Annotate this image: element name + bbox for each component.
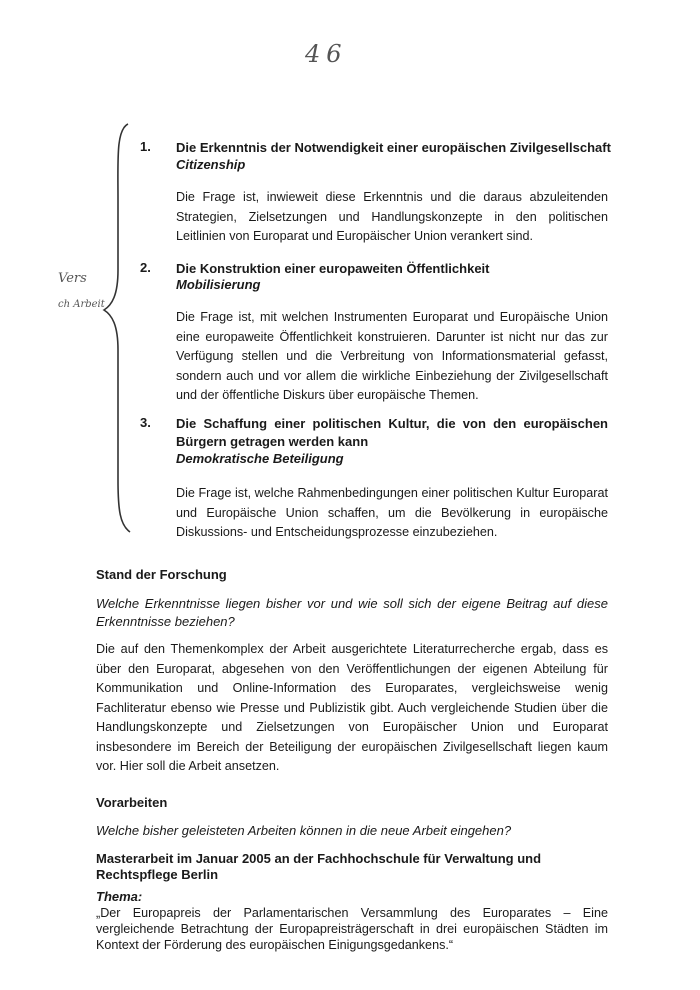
research-body: Die auf den Themenkomplex der Arbeit ausgerichtete Literaturrecherche ergab, dass es über den Europarat, abgesehen von den Veröffentlichungen der eigenen Abteilung für Kommunikation und Online-Information des Europarates, vergleichsweise wenig Fachliteratur ebenso wie Presse und Publizistik gibt. Auch vergleichende Studien über die Handlungskonzepte und Zielsetzungen von Europäischer Union und Europarat insbesondere im Bereich der Beteiligung der europäischen Zivilgesellschaft liegen kaum vor. Hier soll die Arbeit ansetzen. [96, 642, 608, 773]
margin-note [58, 266, 128, 318]
item-1-subtitle: Citizenship [176, 157, 246, 172]
research-heading: Stand der Forschung [96, 567, 227, 582]
item-2-subtitle: Mobilisierung [176, 277, 261, 292]
item-3-title: Die Schaffung einer politischen Kultur, die von den europäischen Bürgern getragen werden kann [176, 416, 608, 449]
item-3-body: Die Frage ist, welche Rahmenbedingungen einer politischen Kultur Europarat und Europäische Union schaffen, um die Bevölkerung in europäische Diskussions- und Entscheidungsprozesse einzubeziehen. [176, 486, 608, 539]
item-1-title: Die Erkenntnis der Notwendigkeit einer europäischen Zivilgesellschaft [176, 140, 611, 155]
thesis-statement: Masterarbeit im Januar 2005 an der Fachhochschule für Verwaltung und Rechtspflege Berlin [96, 851, 542, 882]
research-question: Welche Erkenntnisse liegen bisher vor und wie soll sich der eigene Beitrag auf diese Erkenntnisse beziehen? [96, 596, 608, 629]
item-3-subtitle: Demokratische Beteiligung [176, 451, 344, 466]
prior-work-question: Welche bisher geleisteten Arbeiten können in die neue Arbeit eingehen? [96, 823, 512, 838]
item-2-title: Die Konstruktion einer europaweiten Öffentlichkeit [176, 261, 490, 276]
item-2-number: 2. [140, 260, 151, 275]
item-2-body: Die Frage ist, mit welchen Instrumenten Europarat und Europäische Union eine europaweite Öffentlichkeit konstruieren. Darunter ist nicht nur das zur Verfügung stellen und die Verbreitung von Informationsmaterial gefasst, sondern auch und vor allem die wirkliche Einbeziehung der Zivilgesellschaft und der öffentliche Diskurs über europäische Themen. [176, 310, 608, 402]
prior-work-heading: Vorarbeiten [96, 795, 168, 810]
theme-label: Thema: [96, 889, 143, 904]
page-number: 46 [305, 40, 348, 68]
margin-note-line-2: ch Arbeit [58, 299, 105, 310]
item-1-number: 1. [140, 139, 151, 154]
margin-bracket [98, 120, 138, 535]
item-3-number: 3. [140, 415, 151, 430]
item-1-body: Die Frage ist, inwieweit diese Erkenntnis und die daraus abzuleitenden Strategien, Zielsetzungen und Handlungskonzepte in den politischen Leitlinien von Europarat und Europäischer Union verankert sind. [176, 190, 608, 243]
margin-note-line-1: Vers [58, 271, 87, 286]
theme-text: „Der Europapreis der Parlamentarischen Versammlung des Europarates – Eine vergleichende Betrachtung der Europapreisträgerschaft in drei europäischen Städten im Kontext der Förderung des europäischen Einigungsgedankens.“ [96, 906, 608, 952]
